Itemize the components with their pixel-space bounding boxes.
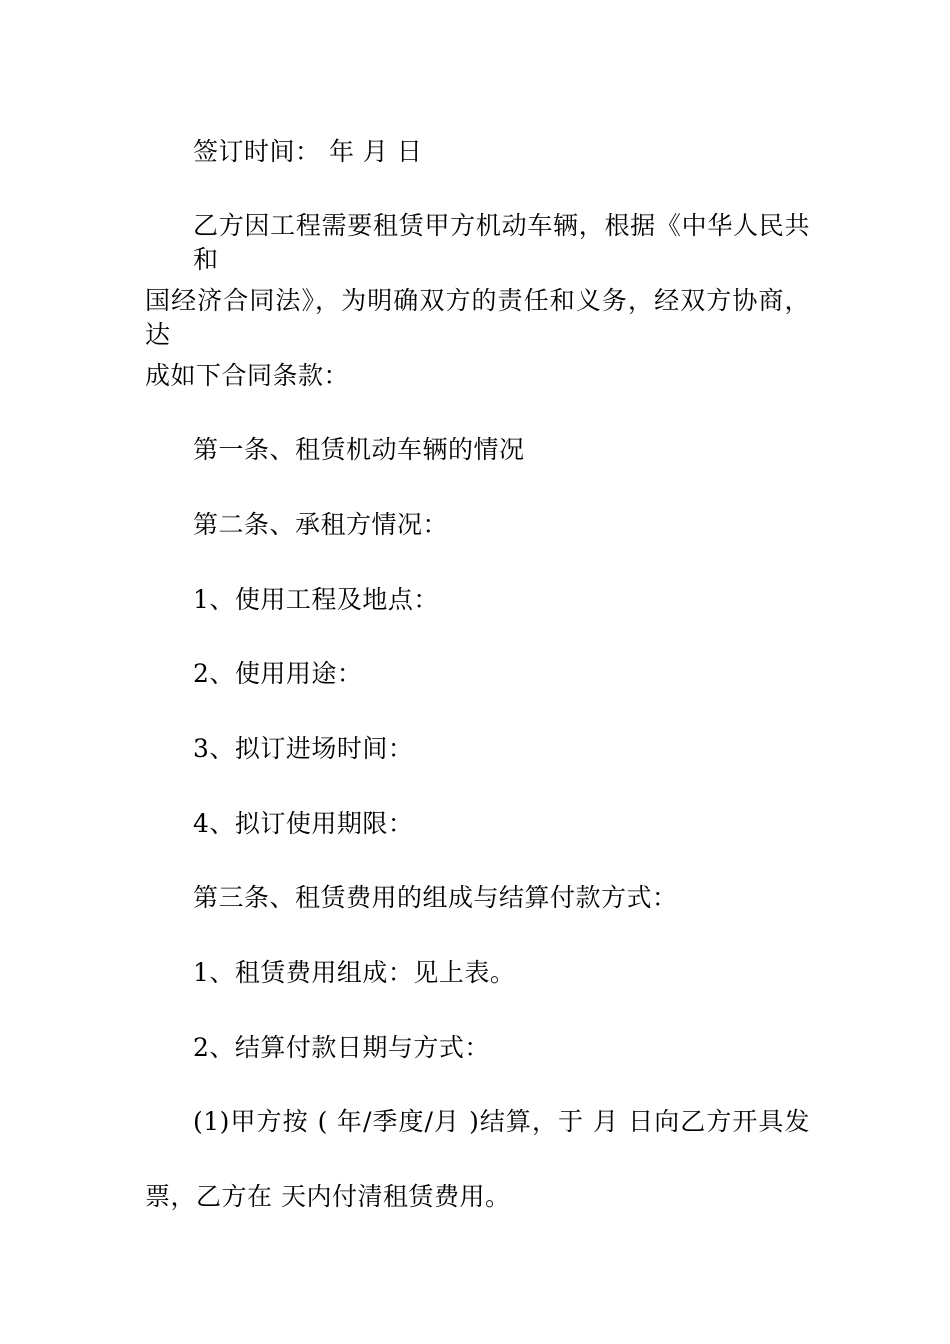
article-2-item-1: 1、使用工程及地点： <box>193 585 439 614</box>
intro-paragraph-line-3: 成如下合同条款： <box>145 361 350 390</box>
article-3-heading: 第三条、租赁费用的组成与结算付款方式： <box>193 883 678 912</box>
article-2-heading: 第二条、承租方情况： <box>193 510 449 539</box>
intro-paragraph-line-1: 乙方因工程需要租赁甲方机动车辆，根据《中华人民共和 <box>193 211 810 274</box>
intro-paragraph-line-2: 国经济合同法》，为明确双方的责任和义务，经双方协商，达 <box>145 286 810 349</box>
signing-time-line: 签订时间： 年 月 日 <box>193 137 423 166</box>
clause-1-line-2: 票，乙方在 天内付清租赁费用。 <box>145 1182 511 1211</box>
article-2-item-2: 2、使用用途： <box>193 659 363 688</box>
article-1-heading: 第一条、租赁机动车辆的情况 <box>193 435 525 464</box>
article-2-item-4: 4、拟订使用期限： <box>193 809 414 838</box>
article-2-item-3: 3、拟订进场时间： <box>193 734 414 763</box>
article-3-item-1: 1、租赁费用组成：见上表。 <box>193 958 516 987</box>
clause-1-line-1: (1)甲方按 ( 年/季度/月 )结算，于 月 日向乙方开具发 <box>193 1107 810 1136</box>
article-3-item-2: 2、结算付款日期与方式： <box>193 1033 490 1062</box>
